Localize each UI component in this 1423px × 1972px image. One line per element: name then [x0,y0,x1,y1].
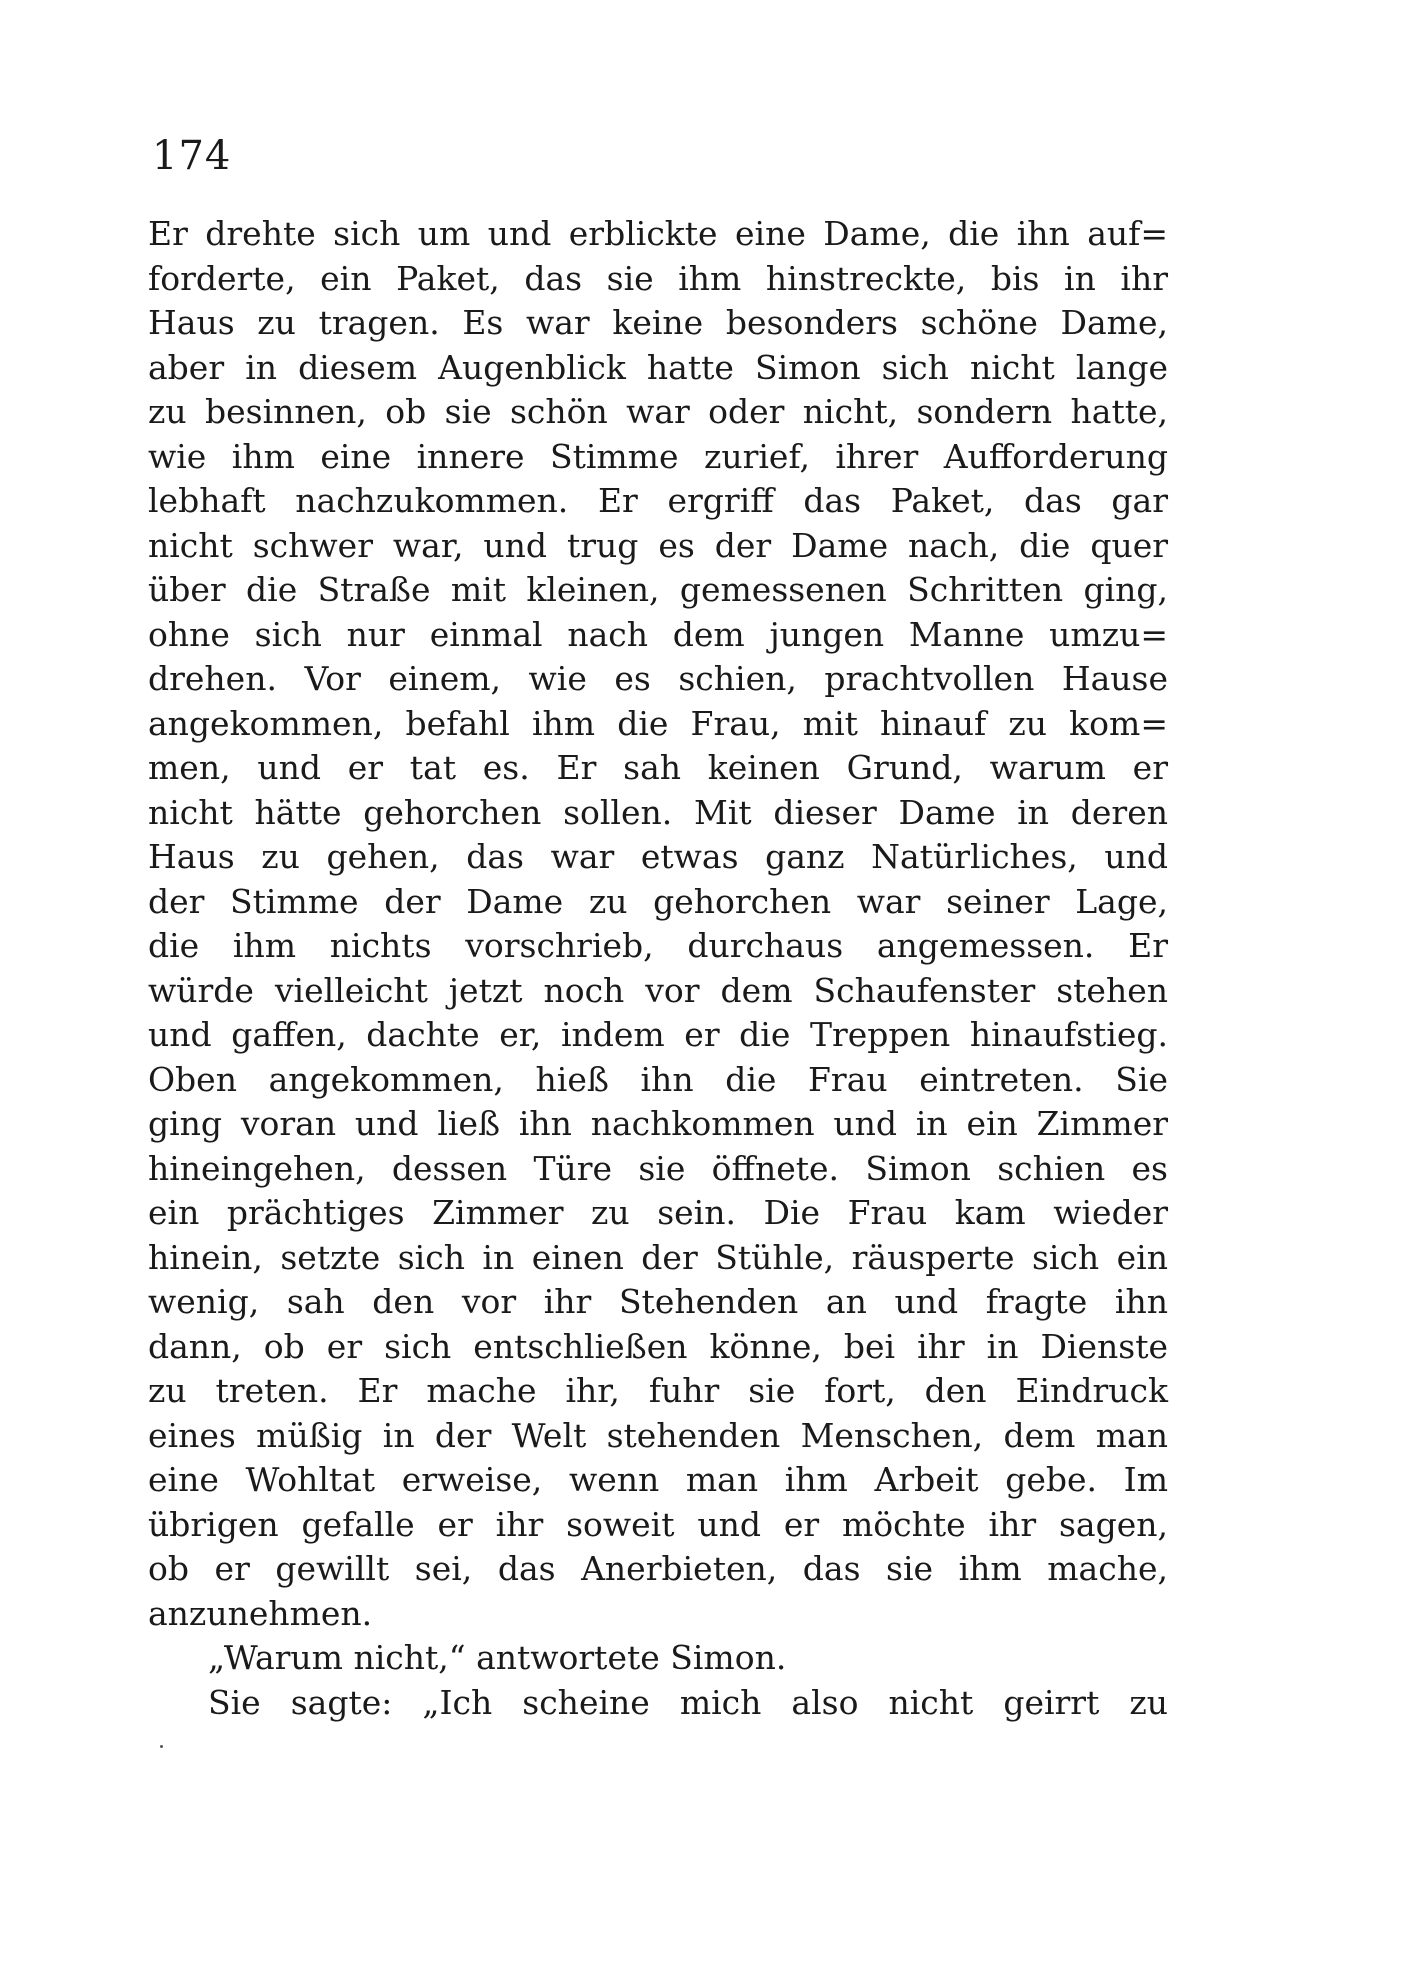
text-line: eines müßig in der Welt stehenden Menschen, dem man [148,1415,1168,1455]
text-line: übrigen gefalle er ihr soweit und er möchte ihr sagen, [148,1504,1168,1544]
text-line: der Stimme der Dame zu gehorchen war seiner Lage, [148,881,1168,921]
text-line: ging voran und ließ ihn nachkommen und in ein Zimmer [148,1104,1168,1143]
text-line: hineingehen, dessen Türe sie öffnete. Simon schien es [148,1148,1168,1188]
text-line: nicht schwer war, und trug es der Dame nach, die quer [148,525,1168,565]
text-line: über die Straße mit kleinen, gemessenen Schritten ging, [148,570,1168,609]
page-number: 174 [152,133,232,179]
text-line: Haus zu tragen. Es war keine besonders schöne Dame, [148,303,1168,342]
text-line: Oben angekommen, hieß ihn die Frau eintreten. Sie [148,1059,1168,1099]
text-line: Er drehte sich um und erblickte eine Dame, die ihn auf= [148,214,1168,253]
text-line: drehen. Vor einem, wie es schien, prachtvollen Hause [148,659,1168,698]
text-line: wie ihm eine innere Stimme zurief, ihrer Aufforderung [148,436,1168,476]
text-line: wenig, sah den vor ihr Stehenden an und fragte ihn [148,1282,1168,1321]
text-line: forderte, ein Paket, das sie ihm hinstreckte, bis in ihr [148,258,1168,298]
text-line: nicht hätte gehorchen sollen. Mit dieser Dame in deren [148,792,1168,832]
text-line: ob er gewillt sei, das Anerbieten, das sie ihm mache, [148,1549,1168,1588]
text-line: hinein, setzte sich in einen der Stühle, räusperte sich ein [148,1237,1168,1277]
text-line: men, und er tat es. Er sah keinen Grund, warum er [148,748,1168,787]
text-line: zu besinnen, ob sie schön war oder nicht, sondern hatte, [148,392,1168,431]
dialogue-line: „Warum nicht,“ antwortete Simon. [208,1638,787,1677]
text-line: ohne sich nur einmal nach dem jungen Manne umzu= [148,614,1168,654]
text-line: und gaffen, dachte er, indem er die Treppen hinaufstieg. [148,1015,1168,1054]
text-line: die ihm nichts vorschrieb, durchaus angemessen. Er [148,926,1168,965]
text-line: würde vielleicht jetzt noch vor dem Schaufenster stehen [148,970,1168,1010]
text-line: ein prächtiges Zimmer zu sein. Die Frau kam wieder [148,1193,1168,1232]
text-line: anzunehmen. [148,1593,373,1633]
text-line: eine Wohltat erweise, wenn man ihm Arbeit gebe. Im [148,1460,1168,1499]
text-line: angekommen, befahl ihm die Frau, mit hinauf zu kom= [148,703,1168,743]
body-text [148,212,1168,1725]
text-line: dann, ob er sich entschließen könne, bei ihr in Dienste [148,1326,1168,1366]
text-line: aber in diesem Augenblick hatte Simon sich nicht lange [148,347,1168,387]
dialogue-line: Sie sagte: „Ich scheine mich also nicht geirrt zu [208,1682,1168,1722]
text-line: Haus zu gehen, das war etwas ganz Natürliches, und [148,837,1168,876]
text-line: lebhaft nachzukommen. Er ergriff das Paket, das gar [148,481,1168,520]
text-line: zu treten. Er mache ihr, fuhr sie fort, den Eindruck [148,1371,1168,1410]
scan-speck [160,1745,163,1748]
